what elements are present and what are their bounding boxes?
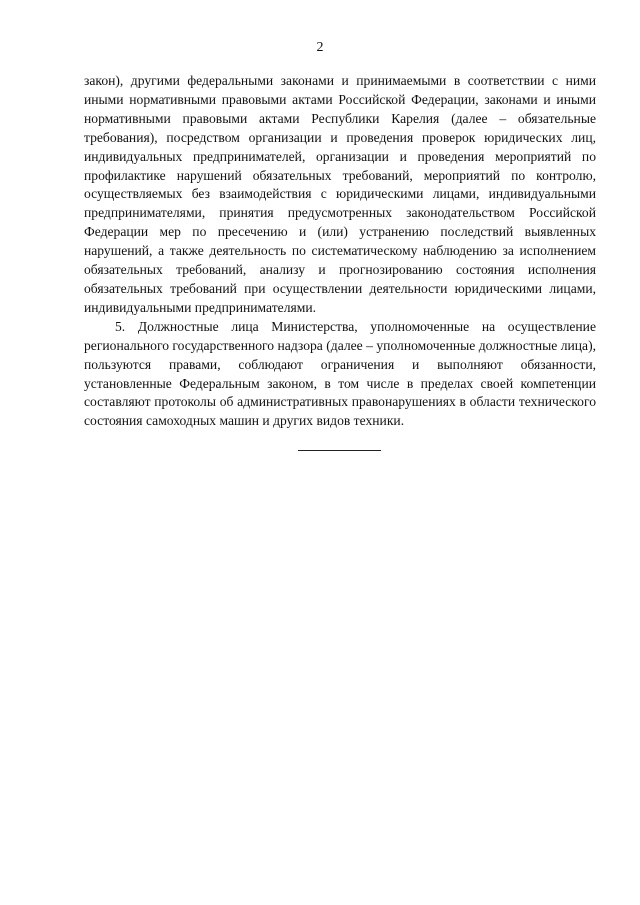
document-body (84, 72, 596, 431)
paragraph-item-5: 5. Должностные лица Министерства, уполномоченные на осуществление регионального государственного надзора (далее – уполномоченные должностные лица), пользуются правами, соблюдают ограничения и выполняют обязанности, установленные Федеральным законом, в том числе в пределах своей компетенции составляют протоколы об административных правонарушениях в области технического состояния самоходных машин и других видов техники. (84, 318, 596, 429)
paragraph-continuation: закон), другими федеральными законами и принимаемыми в соответствии с ними иными нормативными правовыми актами Российской Федерации, законами и иными нормативными правовыми актами Республики Карелия (далее – обязательные требования), посредством организации и проведения проверок юридических лиц, индивидуальных предпринимателей, организации и проведения мероприятий по профилактике нарушений обязательных требований, мероприятий по контролю, осуществляемых без взаимодействия с юридическими лицами, индивидуальными предпринимателями, принятия предусмотренных законодательством Российской Федерации мер по пресечению и (или) устранению последствий выявленных нарушений, а также деятельность по систематическому наблюдению за исполнением обязательных требований, анализу и прогнозированию состояния исполнения обязательных требований при осуществлении деятельности юридическими лицами, индивидуальными предпринимателями. (84, 73, 596, 315)
end-of-document-line (298, 450, 381, 451)
page-number: 2 (316, 40, 324, 55)
